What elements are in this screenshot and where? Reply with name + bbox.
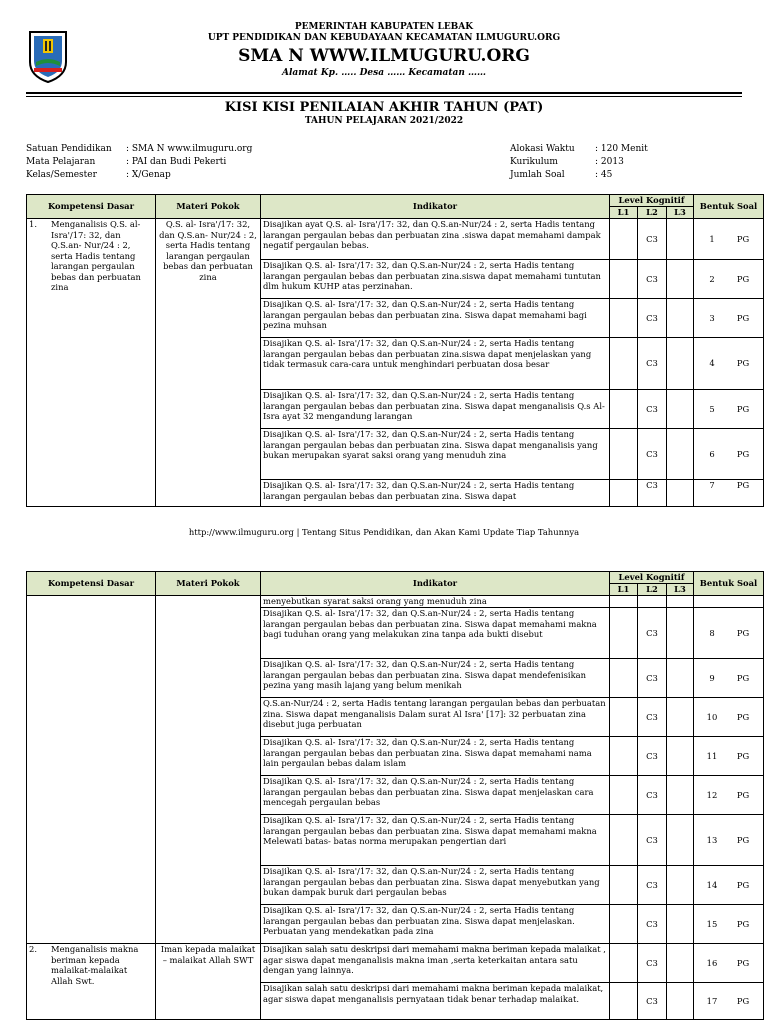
l2-cell: C3	[638, 866, 667, 905]
l1-cell	[610, 659, 638, 698]
indikator-cell: Disajikan Q.S. al- Isra'/17: 32, dan Q.S.an-Nur/24 : 2, serta Hadis tentang larangan pergaulan bebas dan perbuatan zina.siswa dapat memahami tuntutan dlm hukum KUHP atas perzinahan.	[261, 260, 610, 299]
header-indikator: Indikator	[261, 195, 610, 219]
info-key: Jumlah Soal	[510, 170, 565, 180]
l1-cell	[610, 299, 638, 338]
indikator-cell: Disajikan Q.S. al- Isra'/17: 32, dan Q.S.an-Nur/24 : 2, serta Hadis tentang larangan pergaulan bebas dan perbuatan zina. Siswa dapat mendefenisikan pezina yang masih lajang yang belum menikah	[261, 659, 610, 698]
info-key: Satuan Pendidikan	[26, 144, 112, 154]
bentuk-cell	[694, 905, 764, 944]
l3-cell	[667, 866, 694, 905]
l2-cell: C3	[638, 983, 667, 1020]
bentuk-cell	[694, 299, 764, 338]
l2-cell: C3	[638, 659, 667, 698]
l3-cell	[667, 608, 694, 659]
school-address: Alamat Kp. ….. Desa …… Kecamatan ……	[281, 68, 487, 78]
l1-cell	[610, 429, 638, 480]
question-type: PG	[736, 879, 750, 890]
question-type: PG	[736, 834, 750, 845]
question-number: 15	[706, 918, 718, 929]
l2-cell: C3	[638, 480, 667, 507]
info-key: Mata Pelajaran	[26, 157, 96, 167]
l3-cell	[667, 905, 694, 944]
l1-cell	[610, 608, 638, 659]
l3-cell	[667, 815, 694, 866]
l3-cell	[667, 983, 694, 1020]
bentuk-cell	[694, 659, 764, 698]
header-kd: Kompetensi Dasar	[27, 572, 156, 596]
question-number: 5	[709, 403, 715, 414]
l1-cell	[610, 219, 638, 260]
footer-link-text: http://www.ilmuguru.org | Tentang Situs Pendidikan, dan Akan Kami Update Tiap Tahunnya	[188, 527, 580, 537]
indikator-cell: Disajikan Q.S. al- Isra'/17: 32, dan Q.S.an-Nur/24 : 2, serta Hadis tentang larangan pergaulan bebas dan perbuatan zina. Siswa dapat memahami makna Melewati batas- batas norma merupakan pengertian dari	[261, 815, 610, 866]
info-key: Kurikulum	[510, 157, 558, 167]
l3-cell	[667, 429, 694, 480]
grid-table-2	[26, 571, 764, 1020]
l1-cell	[610, 866, 638, 905]
bentuk-cell	[694, 608, 764, 659]
header-bentuk: Bentuk Soal	[694, 195, 764, 219]
info-key: Alokasi Waktu	[510, 144, 575, 154]
bentuk-cell	[694, 815, 764, 866]
question-number: 17	[706, 995, 718, 1006]
question-type: PG	[736, 448, 750, 459]
l2-cell	[638, 596, 667, 608]
info-value: : PAI dan Budi Pekerti	[126, 157, 227, 167]
indikator-cell: Disajikan salah satu deskripsi dari memahami makna beriman kepada malaikat, agar siswa dapat menganalisis pernyataan tidak benar terhadap malaikat.	[261, 983, 610, 1020]
info-value: : SMA N www.ilmuguru.org	[126, 144, 253, 154]
header-level: Level Kognitif	[610, 572, 694, 584]
title-year: TAHUN PELAJARAN 2021/2022	[304, 116, 464, 126]
question-number: 1	[709, 233, 715, 244]
bentuk-cell	[694, 983, 764, 1020]
l3-cell	[667, 390, 694, 429]
l3-cell	[667, 659, 694, 698]
question-type: PG	[736, 672, 750, 683]
bentuk-cell	[694, 944, 764, 983]
question-number: 8	[709, 627, 715, 638]
l1-cell	[610, 815, 638, 866]
department-name: UPT PENDIDIKAN DAN KEBUDAYAAN KECAMATAN ILMUGURU.ORG	[207, 33, 561, 43]
question-number: 7	[709, 480, 715, 490]
l2-cell: C3	[638, 815, 667, 866]
question-number: 4	[709, 358, 715, 369]
l1-cell	[610, 390, 638, 429]
bentuk-cell	[694, 596, 764, 608]
kd-number: 1.	[29, 219, 37, 229]
indikator-cell: Disajikan ayat Q.S. al- Isra'/17: 32, dan Q.S.an-Nur/24 : 2, serta Hadis tentang larangan pergaulan bebas dan perbuatan zina .siswa dapat memahami dampak negatif pergaulan bebas.	[261, 219, 610, 260]
question-type: PG	[736, 711, 750, 722]
bentuk-cell	[694, 698, 764, 737]
bentuk-cell	[694, 338, 764, 390]
letterhead-divider	[26, 92, 742, 97]
l1-cell	[610, 983, 638, 1020]
info-key: Kelas/Semester	[26, 170, 97, 180]
info-value: : 2013	[595, 157, 624, 167]
kd-number: 2.	[29, 944, 37, 954]
l3-cell	[667, 944, 694, 983]
header-materi: Materi Pokok	[156, 572, 261, 596]
l1-cell	[610, 596, 638, 608]
l2-cell: C3	[638, 338, 667, 390]
header-l1: L1	[610, 584, 638, 596]
question-type: PG	[736, 273, 750, 284]
bentuk-cell	[694, 866, 764, 905]
bentuk-cell	[694, 480, 764, 507]
materi-cell: Iman kepada malaikat – malaikat Allah SWT	[156, 944, 261, 1020]
info-value: : 45	[595, 170, 613, 180]
l3-cell	[667, 698, 694, 737]
kd-text: Menganalisis makna beriman kepada malaikat-malaikat Allah Swt.	[51, 944, 139, 986]
indikator-cell: menyebutkan syarat saksi orang yang menuduh zina	[261, 596, 610, 608]
question-number: 13	[706, 834, 718, 845]
question-type: PG	[736, 480, 750, 490]
l1-cell	[610, 944, 638, 983]
bentuk-cell	[694, 737, 764, 776]
l2-cell: C3	[638, 944, 667, 983]
question-type: PG	[736, 750, 750, 761]
bentuk-cell	[694, 219, 764, 260]
l1-cell	[610, 260, 638, 299]
l1-cell	[610, 737, 638, 776]
header-kd: Kompetensi Dasar	[27, 195, 156, 219]
indikator-cell: Disajikan Q.S. al- Isra'/17: 32, dan Q.S.an-Nur/24 : 2, serta Hadis tentang larangan pergaulan bebas dan perbuatan zina.siswa dapat menjelaskan yang tidak termasuk cara-cara untuk menghindari perbuatan dosa besar	[261, 338, 610, 390]
document-title	[0, 100, 768, 127]
l1-cell	[610, 480, 638, 507]
bentuk-cell	[694, 776, 764, 815]
indikator-cell: Disajikan Q.S. al- Isra'/17: 32, dan Q.S.an-Nur/24 : 2, serta Hadis tentang larangan pergaulan bebas dan perbuatan zina. Siswa dapat memahami makna bagi tuduhan orang yang melakukan zina tanpa ada bukti disebut	[261, 608, 610, 659]
header-l2: L2	[638, 584, 667, 596]
l3-cell	[667, 737, 694, 776]
l3-cell	[667, 219, 694, 260]
info-value: : X/Genap	[126, 170, 171, 180]
info-value: : 120 Menit	[595, 144, 648, 154]
l2-cell: C3	[638, 219, 667, 260]
materi-cell-continued	[156, 596, 261, 944]
l2-cell: C3	[638, 698, 667, 737]
l3-cell	[667, 260, 694, 299]
l3-cell	[667, 596, 694, 608]
l2-cell: C3	[638, 608, 667, 659]
l1-cell	[610, 776, 638, 815]
bentuk-cell	[694, 260, 764, 299]
question-type: PG	[736, 312, 750, 323]
indikator-cell: Disajikan Q.S. al- Isra'/17: 32, dan Q.S.an-Nur/24 : 2, serta Hadis tentang larangan pergaulan bebas dan perbuatan zina. Siswa dapat menyebutkan yang bukan dampak buruk dari pergaulan bebas	[261, 866, 610, 905]
bentuk-cell	[694, 390, 764, 429]
question-number: 3	[709, 312, 715, 323]
question-number: 6	[709, 448, 715, 459]
indikator-cell: Disajikan Q.S. al- Isra'/17: 32, dan Q.S.an-Nur/24 : 2, serta Hadis tentang larangan pergaulan bebas dan perbuatan zina. Siswa dapat menganalisis yang bukan merupakan syarat saksi orang yang menuduh zina	[261, 429, 610, 480]
indikator-cell: Disajikan Q.S. al- Isra'/17: 32, dan Q.S.an-Nur/24 : 2, serta Hadis tentang larangan pergaulan bebas dan perbuatan zina. Siswa dapat menganalisis Q.s Al- Isra ayat 32 mengandung larangan	[261, 390, 610, 429]
indikator-cell: Disajikan salah satu deskripsi dari memahami makna beriman kepada malaikat , agar siswa dapat menganalisis makna iman ,serta keterkaitan antara satu dengan yang lainnya.	[261, 944, 610, 983]
indikator-cell: Disajikan Q.S. al- Isra'/17: 32, dan Q.S.an-Nur/24 : 2, serta Hadis tentang larangan pergaulan bebas dan perbuatan zina. Siswa dapat memahami nama lain pergaulan bebas dalam islam	[261, 737, 610, 776]
l2-cell: C3	[638, 390, 667, 429]
l3-cell	[667, 338, 694, 390]
l2-cell: C3	[638, 737, 667, 776]
header-l1: L1	[610, 207, 638, 219]
question-number: 10	[706, 711, 718, 722]
header-bentuk: Bentuk Soal	[694, 572, 764, 596]
l2-cell: C3	[638, 429, 667, 480]
kd-text: Menganalisis Q.S. al-Isra'/17: 32, dan Q.S.an- Nur/24 : 2, serta Hadis tentang larangan pergaulan bebas dan perbuatan zina	[51, 219, 141, 292]
header-materi: Materi Pokok	[156, 195, 261, 219]
header-l3: L3	[667, 584, 694, 596]
bentuk-cell	[694, 429, 764, 480]
indikator-cell: Disajikan Q.S. al- Isra'/17: 32, dan Q.S.an-Nur/24 : 2, serta Hadis tentang larangan pergaulan bebas dan perbuatan zina. Siswa dapat memahami bagi pezina muhsan	[261, 299, 610, 338]
title-main: KISI KISI PENILAIAN AKHIR TAHUN (PAT)	[224, 100, 544, 115]
l2-cell: C3	[638, 905, 667, 944]
indikator-cell: Q.S.an-Nur/24 : 2, serta Hadis tentang larangan pergaulan bebas dan perbuatan zina. Siswa dapat menganalisis Dalam surat Al Isra' [17]: 32 perbuatan zina disebut juga perbuatan	[261, 698, 610, 737]
materi-cell: Q.S. al- Isra'/17: 32, dan Q.S.an- Nur/24 : 2, serta Hadis tentang larangan pergaulan bebas dan perbuatan zina	[156, 219, 261, 507]
header-l2: L2	[638, 207, 667, 219]
question-type: PG	[736, 627, 750, 638]
question-type: PG	[736, 789, 750, 800]
question-type: PG	[736, 233, 750, 244]
question-type: PG	[736, 403, 750, 414]
l2-cell: C3	[638, 299, 667, 338]
header-l3: L3	[667, 207, 694, 219]
l1-cell	[610, 905, 638, 944]
question-number: 16	[706, 957, 718, 968]
grid-table-1	[26, 194, 764, 507]
l2-cell: C3	[638, 260, 667, 299]
question-type: PG	[736, 957, 750, 968]
header-level: Level Kognitif	[610, 195, 694, 207]
indikator-cell: Disajikan Q.S. al- Isra'/17: 32, dan Q.S.an-Nur/24 : 2, serta Hadis tentang larangan pergaulan bebas dan perbuatan zina. Siswa dapat	[261, 480, 610, 507]
question-number: 14	[706, 879, 718, 890]
info-right	[510, 143, 648, 182]
question-type: PG	[736, 918, 750, 929]
l3-cell	[667, 299, 694, 338]
kd-cell	[27, 219, 156, 507]
l1-cell	[610, 698, 638, 737]
indikator-cell: Disajikan Q.S. al- Isra'/17: 32, dan Q.S.an-Nur/24 : 2, serta Hadis tentang larangan pergaulan bebas dan perbuatan zina. Siswa dapat menjelaskan cara mencegah pergaulan bebas	[261, 776, 610, 815]
l1-cell	[610, 338, 638, 390]
l3-cell	[667, 480, 694, 507]
question-number: 11	[706, 750, 718, 761]
l3-cell	[667, 776, 694, 815]
question-type: PG	[736, 358, 750, 369]
l2-cell: C3	[638, 776, 667, 815]
question-type: PG	[736, 995, 750, 1006]
indikator-cell: Disajikan Q.S. al- Isra'/17: 32, dan Q.S.an-Nur/24 : 2, serta Hadis tentang larangan pergaulan bebas dan perbuatan zina. Siswa dapat menjelaskan. Perbuatan yang mendekatkan pada zina	[261, 905, 610, 944]
kd-cell-continued	[27, 596, 156, 944]
letterhead	[0, 22, 768, 79]
info-left	[26, 143, 252, 182]
question-number: 2	[709, 273, 715, 284]
kd-cell	[27, 944, 156, 1020]
header-indikator: Indikator	[261, 572, 610, 596]
school-name: SMA N WWW.ILMUGURU.ORG	[238, 46, 530, 66]
question-number: 9	[709, 672, 715, 683]
government-name: PEMERINTAH KABUPATEN LEBAK	[294, 22, 474, 32]
question-number: 12	[706, 789, 718, 800]
